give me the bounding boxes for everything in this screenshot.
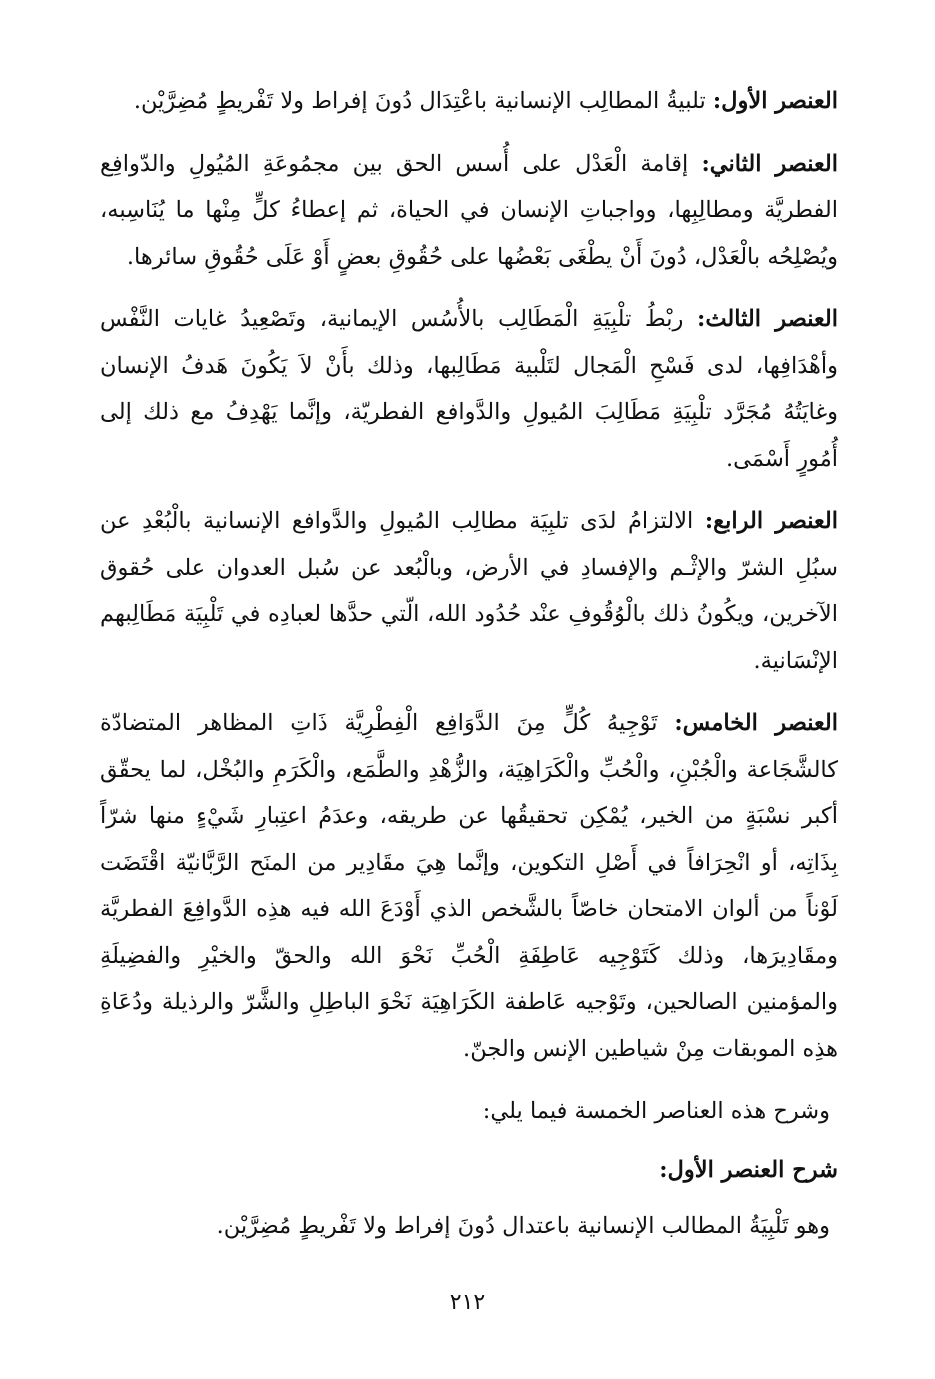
element-label: العنصر الثالث: bbox=[697, 306, 838, 332]
element-paragraph-2 bbox=[100, 141, 838, 281]
element-text: تَوْجِيهُ كُلٍّ مِنَ الدَّوَافِع الْفِطْرِيَّة ذَاتِ المظاهر المتضادّة كالشَّجَاعة والْجُبْنِ، والْحُبِّ والْكَرَاهِيَة، والزُّهْدِ والطَّمَع، والْكَرَمِ والبُخْل، لما يحقّق أكبر نسْبَةٍ من الخير، يُمْكِن تحقيقُها عن طريقه، وعدَمُ اعتِبارِ شَيْءٍ منها شرّاً بِذَاتِه، أو انْحِرَافاً في أَصْلِ التكوين، وإنَّما هِيَ مقَادِير من المنَح الرَّبَّانيّة اقْتَضَت لَوْناً من ألوان الامتحان خاصّاً بالشَّخص الذي أَوْدَعَ الله فيه هذِه الدَّوافِعَ الفطريَّة ومقَادِيرَها، وذلك كَتَوْجِيه عَاطِفَةِ الْحُبِّ نَحْوَ الله والحقّ والخيْرِ والفضِيلَةِ والمؤمنين الصالحين، وتَوْجيه عَاطفة الكَرَاهِيَة نَحْوَ الباطِلِ والشَّرّ والرذيلة ودُعَاةِ هذِه الموبقات مِنْ شياطين الإنس والجنّ. bbox=[100, 710, 838, 1062]
section-line: وهو تَلْبِيَةُ المطالب الإنسانية باعتدال دُونَ إفراط ولا تَفْريطٍ مُضِرَّيْن. bbox=[216, 1213, 830, 1239]
element-paragraph-1 bbox=[100, 78, 838, 125]
element-paragraph-5 bbox=[100, 700, 838, 1072]
element-label: العنصر الرابع: bbox=[704, 508, 839, 534]
element-text: الالتزامُ لدَى تلبِيَة مطالِب المُيولِ والدَّوافع الإنسانية بالْبُعْدِ عن سبُلِ الشرّ والإثْـم والإفسادِ في الأرض، وبالْبُعد عن سُبل العدوان على حُقوق الآخرين، ويكُونُ ذلك بالْوُقُوفِ عنْد حُدُود الله، الّتي حدَّها لعبادِه في تَلْبِيَة مَطَالِبهم الإنْسَانية. bbox=[100, 508, 838, 674]
element-label: العنصر الخامس: bbox=[674, 710, 838, 736]
section-heading-text: شرح العنصر الأول: bbox=[659, 1156, 838, 1183]
element-text: ربْطُ تلْبِيَةِ الْمَطَالِب بالأُسُس الإيمانية، وتَصْعِيدُ غايات النَّفْس وأهْدَافِها، لدى فَسْحِ الْمَجال لتَلْبية مَطَالِبها، وذلك بأَنْ لاَ يَكُونَ هَدفُ الإنسان وغايَتُهُ مُجَرَّد تلْبِيَةِ مَطَالِبَ المُيولِ والدَّوافع الفطريّة، وإنَّما يَهْدِفُ مع ذلك إلى أُمُورٍ أَسْمَى. bbox=[100, 306, 838, 472]
section-heading bbox=[100, 1147, 838, 1194]
page-body bbox=[100, 78, 838, 1262]
element-text: إقامة الْعَدْل على أُسس الحق بين مجمُوعَةِ المُيُولِ والدّوافِع الفطريَّة ومطالِبِها، وواجباتِ الإنسان في الحياة، ثم إعطاءُ كلٍّ مِنْها ما يُنَاسِبه، ويُصْلِحُه بالْعَدْل، دُونَ أَنْ يطْغَى بَعْضُها على حُقُوقِ بعضٍ أَوْ عَلَى حُقُوقِ سائرها. bbox=[100, 150, 838, 270]
element-text: تلبيةُ المطالِب الإنسانية باعْتِدَال دُونَ إفراط ولا تَفْريطٍ مُضِرَّيْن. bbox=[133, 88, 706, 114]
page-number: ٢١٢ bbox=[449, 1290, 486, 1315]
intro-line: وشرح هذه العناصر الخمسة فيما يلي: bbox=[482, 1098, 830, 1124]
element-label: العنصر الأول: bbox=[712, 88, 838, 114]
element-label: العنصر الثاني: bbox=[701, 150, 838, 177]
element-paragraph-4 bbox=[100, 498, 838, 684]
element-paragraph-3 bbox=[100, 296, 838, 482]
